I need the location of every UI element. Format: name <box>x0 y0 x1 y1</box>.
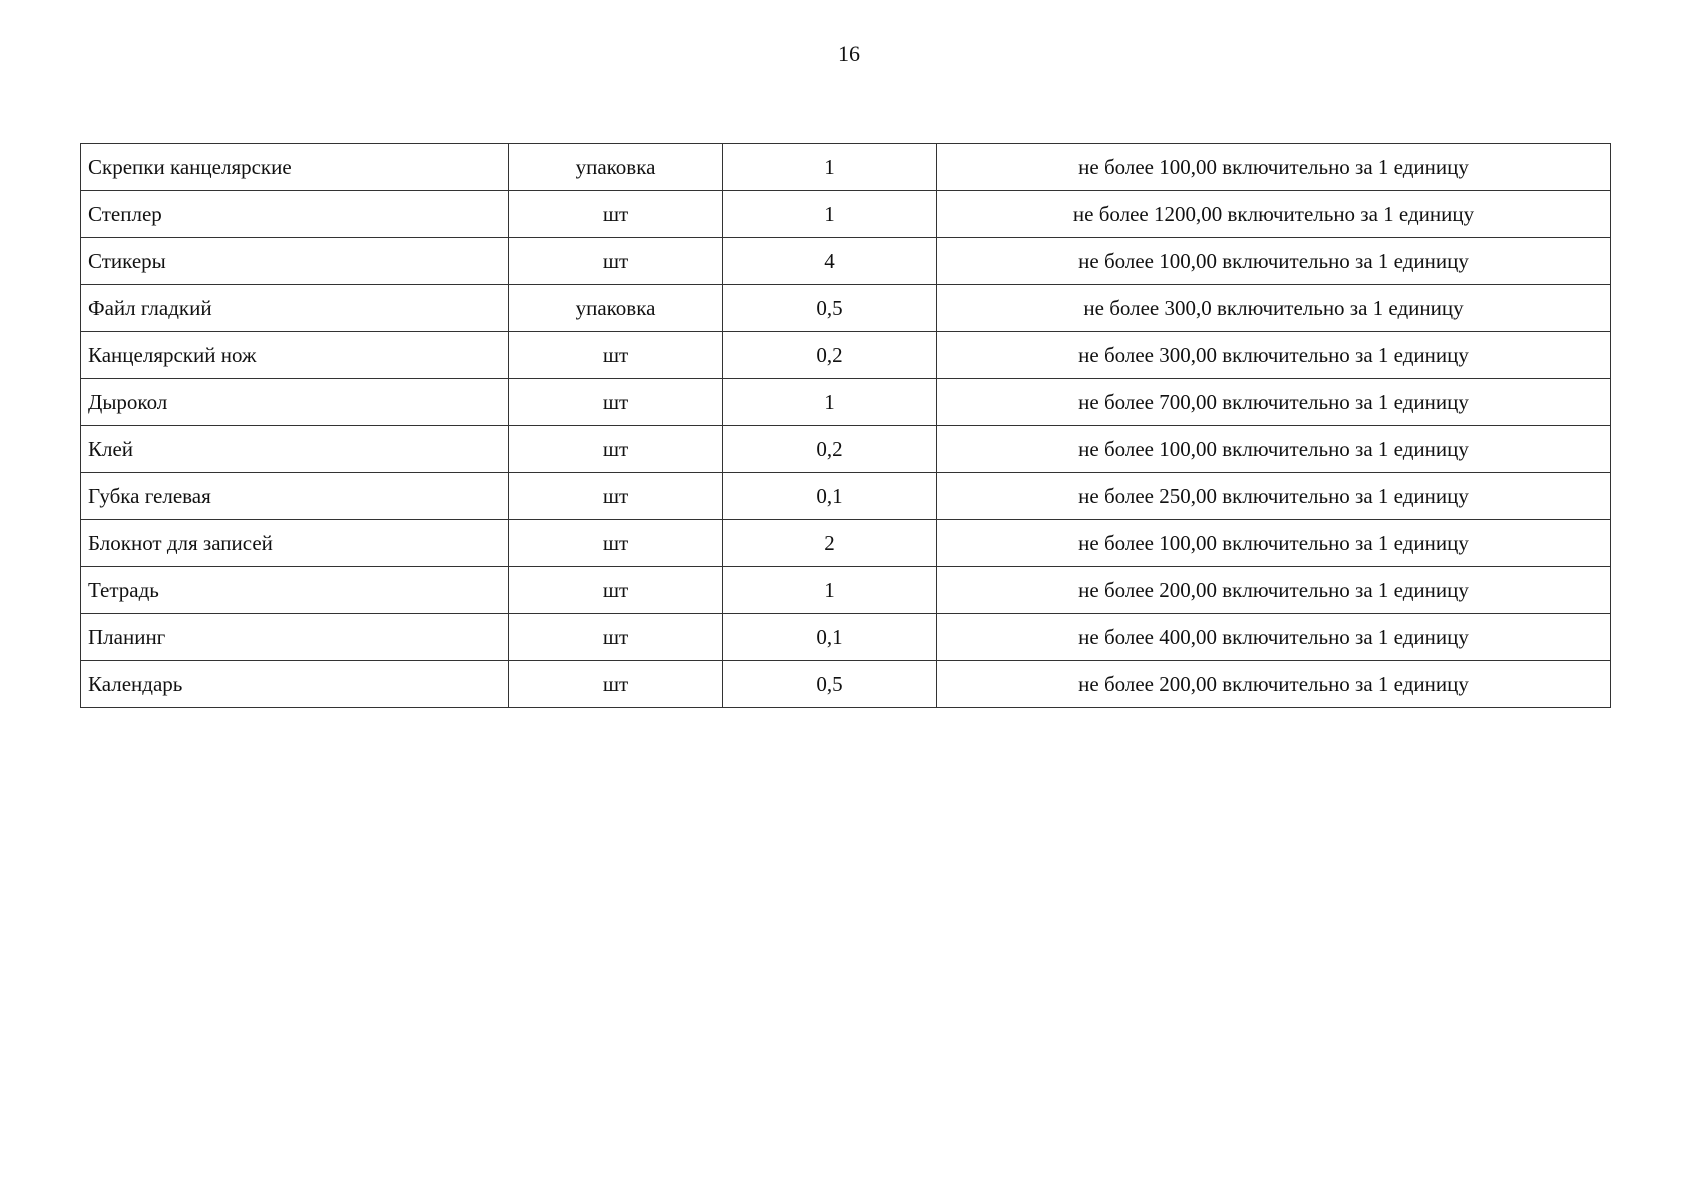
unit-cell: шт <box>509 379 723 426</box>
quantity-cell: 0,2 <box>723 426 937 473</box>
table-row <box>81 191 1611 238</box>
quantity-cell: 2 <box>723 520 937 567</box>
unit-cell: шт <box>509 426 723 473</box>
quantity-cell: 1 <box>723 191 937 238</box>
item-name-cell: Скрепки канцелярские <box>81 144 509 191</box>
quantity-cell: 1 <box>723 379 937 426</box>
table-row <box>81 238 1611 285</box>
price-limit-cell: не более 100,00 включительно за 1 единицу <box>937 238 1611 285</box>
item-name-cell: Стикеры <box>81 238 509 285</box>
table-row <box>81 332 1611 379</box>
item-name-cell: Канцелярский нож <box>81 332 509 379</box>
item-name-cell: Клей <box>81 426 509 473</box>
table-row <box>81 614 1611 661</box>
unit-cell: шт <box>509 191 723 238</box>
quantity-cell: 0,1 <box>723 614 937 661</box>
supplies-table <box>80 143 1611 708</box>
item-name-cell: Календарь <box>81 661 509 708</box>
unit-cell: шт <box>509 567 723 614</box>
table-row <box>81 567 1611 614</box>
unit-cell: шт <box>509 520 723 567</box>
price-limit-cell: не более 250,00 включительно за 1 единицу <box>937 473 1611 520</box>
unit-cell: упаковка <box>509 285 723 332</box>
price-limit-cell: не более 100,00 включительно за 1 единицу <box>937 144 1611 191</box>
item-name-cell: Степлер <box>81 191 509 238</box>
table-row <box>81 661 1611 708</box>
price-limit-cell: не более 100,00 включительно за 1 единицу <box>937 426 1611 473</box>
unit-cell: шт <box>509 614 723 661</box>
table-row <box>81 473 1611 520</box>
quantity-cell: 1 <box>723 144 937 191</box>
item-name-cell: Блокнот для записей <box>81 520 509 567</box>
price-limit-cell: не более 200,00 включительно за 1 единицу <box>937 567 1611 614</box>
quantity-cell: 0,5 <box>723 661 937 708</box>
item-name-cell: Файл гладкий <box>81 285 509 332</box>
page-number: 16 <box>838 41 860 66</box>
unit-cell: шт <box>509 238 723 285</box>
table-row <box>81 520 1611 567</box>
price-limit-cell: не более 1200,00 включительно за 1 единицу <box>937 191 1611 238</box>
item-name-cell: Губка гелевая <box>81 473 509 520</box>
unit-cell: шт <box>509 661 723 708</box>
price-limit-cell: не более 100,00 включительно за 1 единицу <box>937 520 1611 567</box>
unit-cell: шт <box>509 473 723 520</box>
quantity-cell: 1 <box>723 567 937 614</box>
price-limit-cell: не более 400,00 включительно за 1 единицу <box>937 614 1611 661</box>
item-name-cell: Тетрадь <box>81 567 509 614</box>
quantity-cell: 0,2 <box>723 332 937 379</box>
table-row <box>81 379 1611 426</box>
price-limit-cell: не более 700,00 включительно за 1 единицу <box>937 379 1611 426</box>
quantity-cell: 0,1 <box>723 473 937 520</box>
price-limit-cell: не более 300,0 включительно за 1 единицу <box>937 285 1611 332</box>
price-limit-cell: не более 200,00 включительно за 1 единицу <box>937 661 1611 708</box>
unit-cell: шт <box>509 332 723 379</box>
table-row <box>81 285 1611 332</box>
table-row <box>81 426 1611 473</box>
item-name-cell: Дырокол <box>81 379 509 426</box>
table-row <box>81 144 1611 191</box>
quantity-cell: 0,5 <box>723 285 937 332</box>
price-limit-cell: не более 300,00 включительно за 1 единицу <box>937 332 1611 379</box>
quantity-cell: 4 <box>723 238 937 285</box>
unit-cell: упаковка <box>509 144 723 191</box>
item-name-cell: Планинг <box>81 614 509 661</box>
